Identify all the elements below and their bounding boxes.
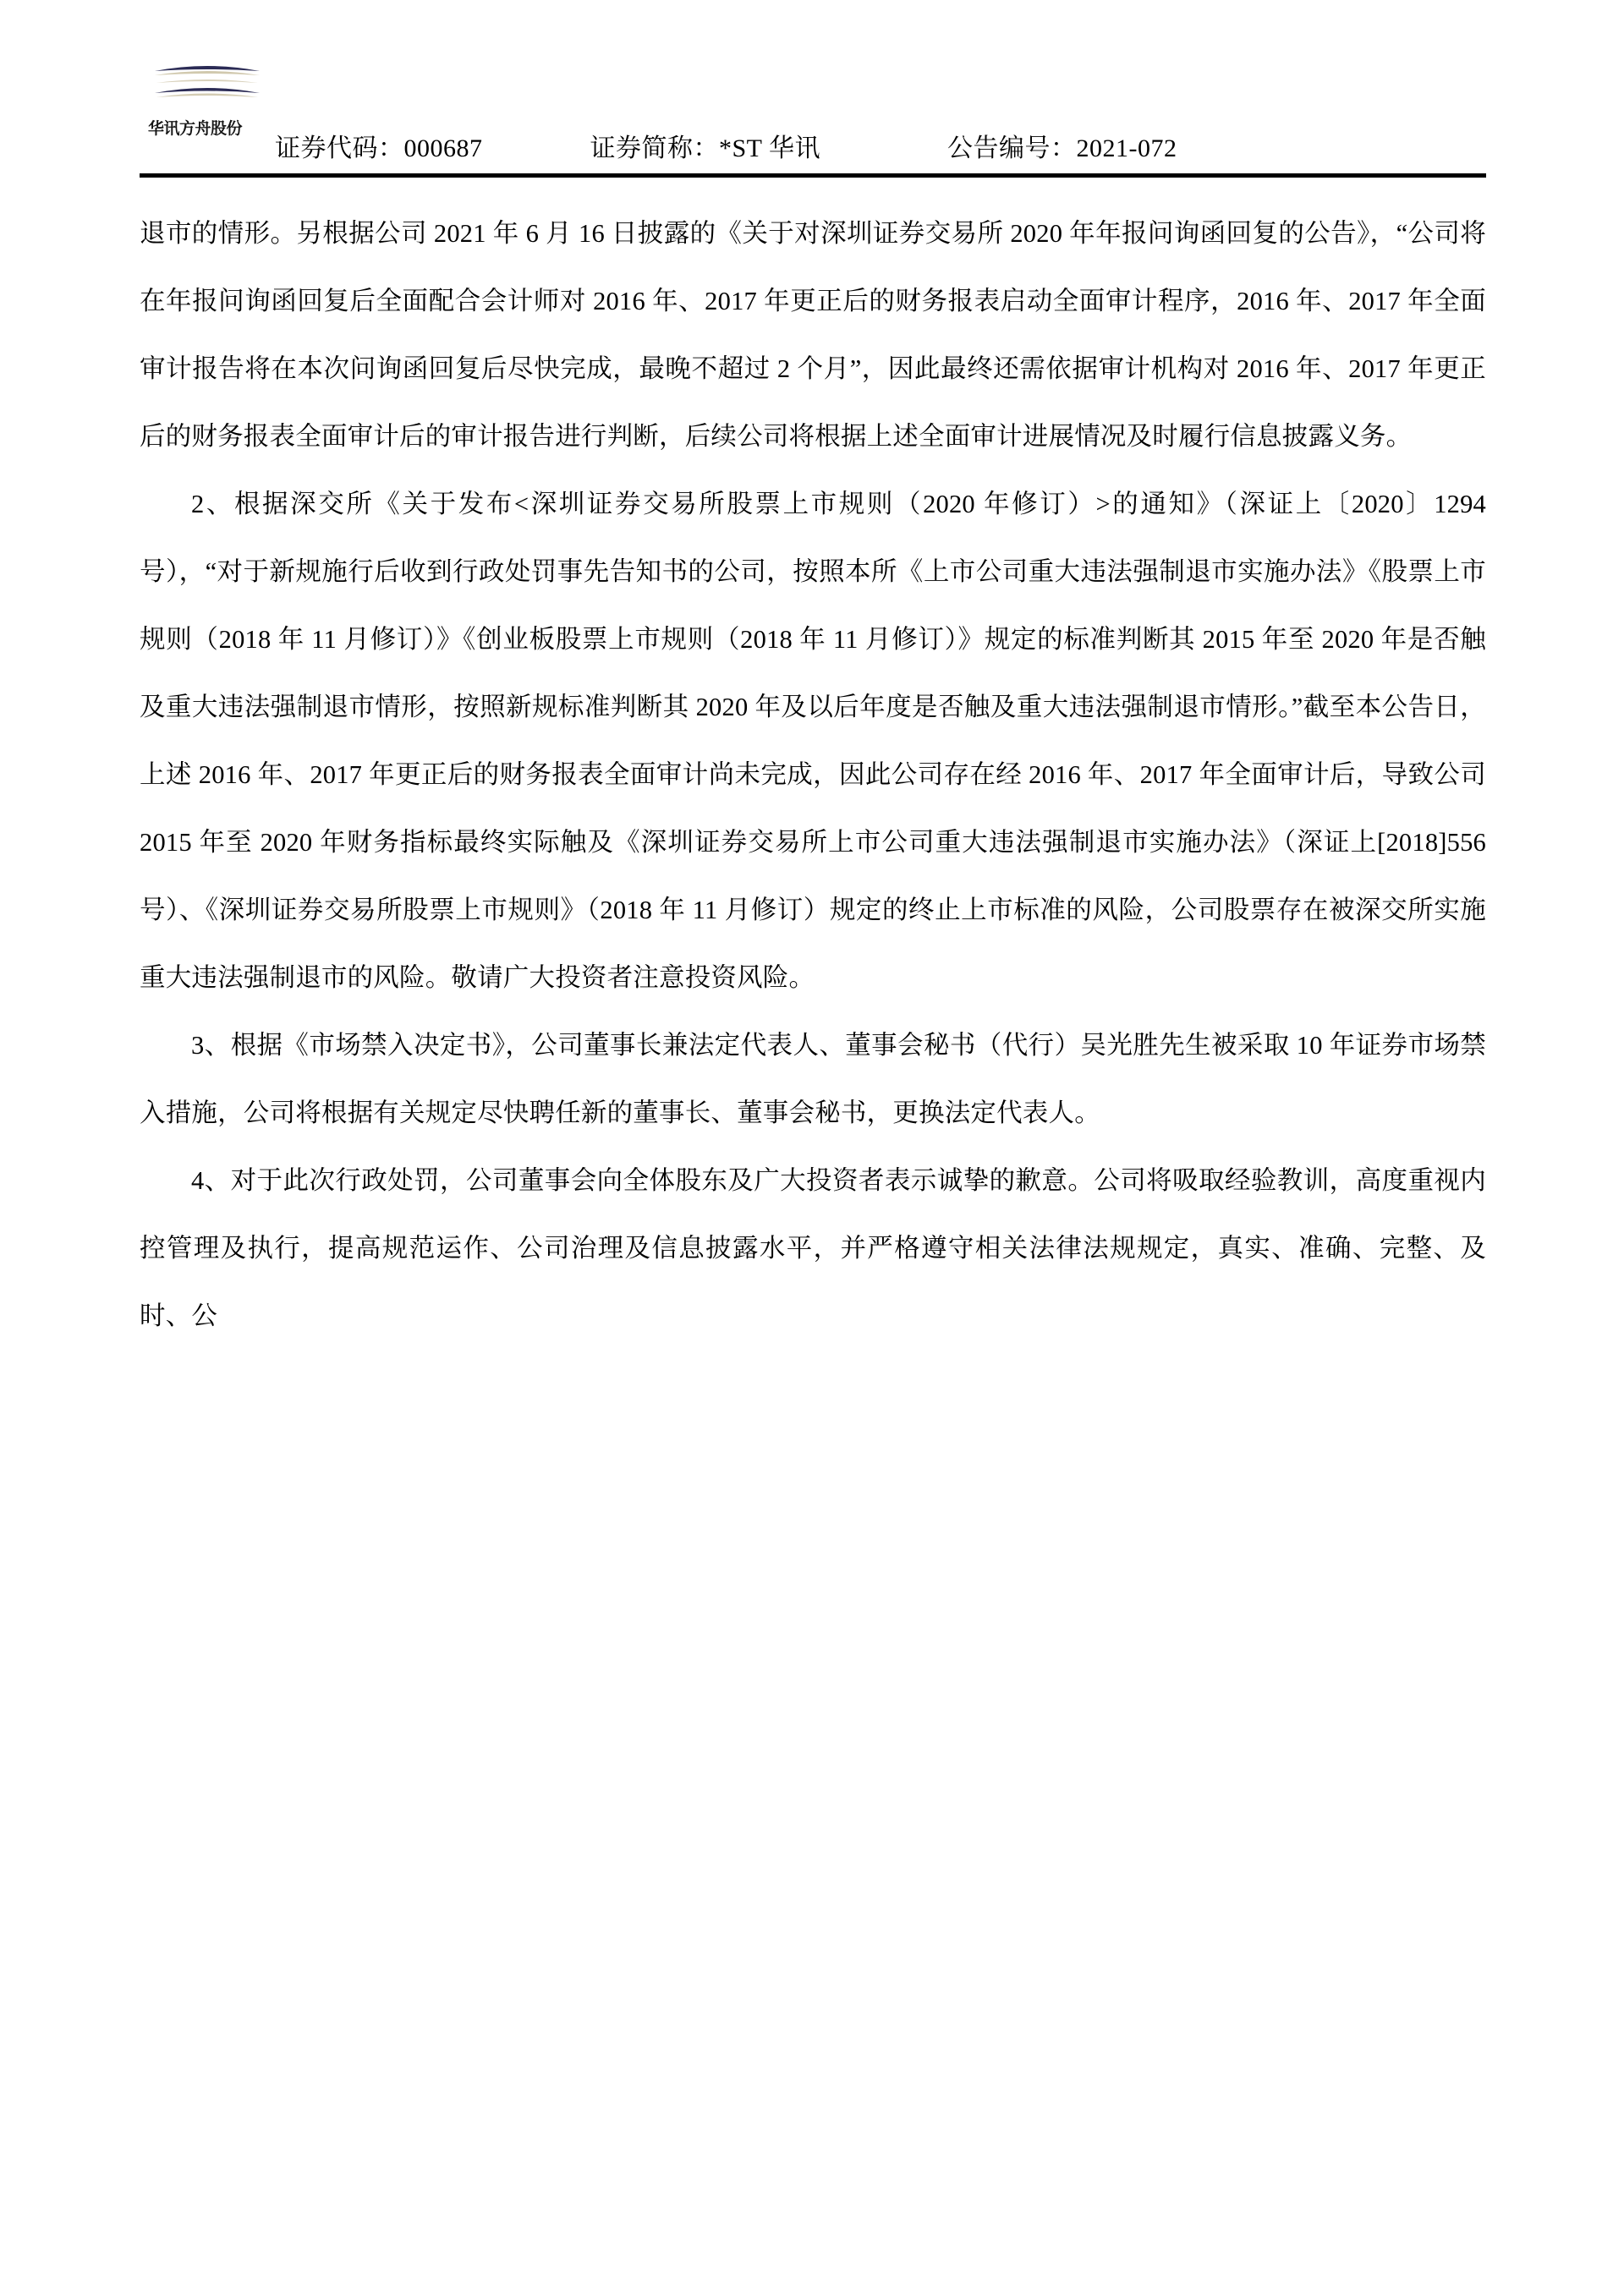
paragraph-continued: 退市的情形。另根据公司 2021 年 6 月 16 日披露的《关于对深圳证券交易所 2020 年年报问询函回复的公告》，“公司将在年报问询函回复后全面配合会计师对 2016 年、2017 年更正后的财务报表启动全面审计程序，2016 年、2017 年全面审计报告将在本次问询函回复后尽快完成，最晚不超过 2 个月”，因此最终还需依据审计机构对 2016 年、2017 年更正后的财务报表全面审计后的审计报告进行判断，后续公司将根据上述全面审计进展情况及时履行信息披露义务。	[140, 219, 1486, 451]
company-logo-text: 华讯方舟股份	[148, 120, 243, 138]
security-code: 证券代码：000687	[275, 134, 483, 162]
paragraph-item-4: 4、对于此次行政处罚，公司董事会向全体股东及广大投资者表示诚挚的歉意。公司将吸取经验教训，高度重视内控管理及执行，提高规范运作、公司治理及信息披露水平，并严格遵守相关法律法规规定，真实、准确、完整、及时、公	[140, 1166, 1486, 1330]
announcement-number: 公告编号：2021-072	[946, 134, 1177, 162]
header-divider	[140, 173, 1486, 178]
page-header	[140, 51, 1486, 173]
security-short-name: 证券简称：*ST 华讯	[590, 134, 820, 162]
paragraph-item-2: 2、根据深交所《关于发布<深圳证券交易所股票上市规则（2020 年修订）>的通知》（深证上〔2020〕1294 号），“对于新规施行后收到行政处罚事先告知书的公司，按照本所《上市公司重大违法强制退市实施办法》《股票上市规则（2018 年 11 月修订）》《创业板股票上市规则（2018 年 11 月修订）》规定的标准判断其 2015 年至 2020 年是否触及重大违法强制退市情形，按照新规标准判断其 2020 年及以后年度是否触及重大违法强制退市情形。”截至本公告日，上述 2016 年、2017 年更正后的财务报表全面审计尚未完成，因此公司存在经 2016 年、2017 年全面审计后，导致公司 2015 年至 2020 年财务指标最终实际触及《深圳证券交易所上市公司重大违法强制退市实施办法》（深证上[2018]556 号）、《深圳证券交易所股票上市规则》（2018 年 11 月修订）规定的终止上市标准的风险，公司股票存在被深交所实施重大违法强制退市的风险。敬请广大投资者注意投资风险。	[140, 490, 1486, 992]
header-info-row	[140, 51, 1486, 171]
document-body	[140, 200, 1486, 1350]
paragraph-item-3: 3、根据《市场禁入决定书》，公司董事长兼法定代表人、董事会秘书（代行）吴光胜先生被采取 10 年证券市场禁入措施，公司将根据有关规定尽快聘任新的董事长、董事会秘书，更换法定代表人。	[140, 1031, 1486, 1127]
